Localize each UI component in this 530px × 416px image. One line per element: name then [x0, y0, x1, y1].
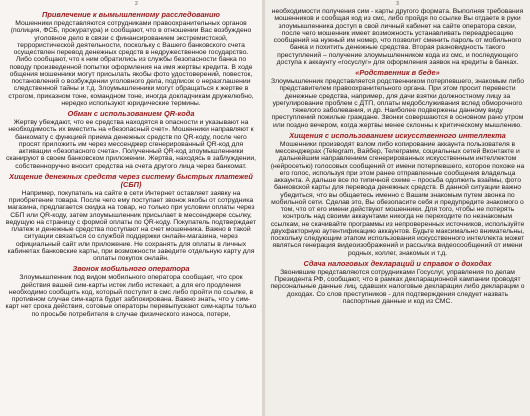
- section-title: Звонок мобильного оператора: [72, 264, 190, 274]
- right-page: [265, 0, 530, 416]
- section-text: Мошенники производят взлом либо копирование аккаунта пользователя в мессенджерах (Telegram, Вайбер, Телеграмм, социальных сетей Вконтакте и дальнейшим направлением сгенерированных искусственным интеллектом (нейросетью) голосовых сообщений от имени потерпевшего, которое похоже на его голос, используя при этом ранее отправленные сообщения владельца аккаунта. А дальше все по типичной схеме – просьба одолжить взаймы, фото банковской карты для перевода денежных средств. В данной ситуации важно убедиться, что вы общаетесь именно с Вашим знакомым путем звонка по мобильной сети. Сделав это, Вы обезопасите себя и предупредите знакомого о том, что от его имени действуют мошенники. Для того, чтобы не потерять контроль над своими аккаунтами никогда не переходите по незнакомым ссылкам, не скачивайте программы из непроверенных источников, используйте двухфакторную аутентификацию аккаунтов. Будьте максимально внимательны, поскольку следующим этапом использования искусственного интеллекта может являться генерация видеоизображений и рассылка видеосообщений от имени родных, коллег, знакомых и т.д.: [270, 140, 525, 257]
- section-text: Жертву убеждают, что ее средства находятся в опасности и указывают на необходимость их вместить на «безопасный счет». Мошенники направляют к банкомату с функцией приема денежных средств по QR-коду, после чего просят приложить им через мессенджер сгенерированный QR-код для активации «безопасного счета». Полученный QR-код злоумышленники сканируют в своем банковском приложении. Жертва, находясь в заблуждении, собственноручно вносит средства на счета другого лица через банкомат.: [5, 119, 257, 170]
- section-text: Мошенники представляются сотрудниками правоохранительных органов (полиция, ФСБ, прокуратура) и сообщают, что в отношении Вас возбуждено уголовное дело в связи с финансированием экстремистской, террористической деятельности, поскольку с Вашего банковского счета осуществлен перевод денежных средств в недружественное государство. Либо сообщают, что к ним обратились из службы безопасности банка по поводу произведенной попытки оформления на имя жертвы кредита. В ходе общения мошенники могут присылать якобы фото удостоверений, повесток, постановлений о возбуждении уголовного дела, подписок о неразглашении следственной тайны и т.д. Злоумышленники могут обращаться к жертве в строгом, приказном тоне, командном тоне, иногда докладчикам дружелюбно, нередко используют юридические термины.: [8, 20, 254, 107]
- page-number: 2: [135, 1, 138, 7]
- section-title: Привлечение к вымышленному расследованию: [42, 10, 220, 19]
- section-text: Например, покупатель на сайте в сети Интернет оставляет заявку на приобретение товара. После чего ему поступает звонок якобы от сотрудника магазина, предлагается скидка на товар, но только при условии оплаты через СБП или QR-коду, затем злоумышленник присылает в мессенджере ссылку, ведущую на страницу с формой оплаты по QR-коду. Покупатель подтверждает платеж и денежные средства поступают на счет мошенника. Важно в такой ситуации связаться со службой поддержки онлайн-магазина, через официальный сайт или приложение. Не сохранять для оплаты в личных кабинетах банковские карты, при возможности заведите отдельную карту для оплаты покупок онлайн.: [5, 189, 257, 262]
- page-number: 3: [396, 1, 399, 7]
- section-title: Сдача налоговых деклараций и справок о доходах: [303, 258, 492, 268]
- section-title: «Родственник в беде»: [355, 68, 440, 77]
- section-title: Обман с использованием QR-кода: [67, 109, 195, 118]
- section-text: Звонившие представляются сотрудниками Госуслуг, управления по делам Президента РФ, сообщают, что в рамках декларационной кампании проводят персональные данные лиц, сдавших налоговые декларации либо декларации о доходах. Со слов преступников - для подтверждения следует назвать паспортные данные и код из СМС.: [270, 268, 525, 305]
- section-text: Злоумышленник под видом мобильного оператора сообщает, что срок действия вашей сим-карты истек либо истекает, а для его продления необходимо сообщить код, который поступит в смс либо пройти по ссылке, в противном случае сим-карта будет заблокирована. Важно знать, что у сим-карт нет срока действия, сотовые операторы перевыпускают сим-карты только по просьбе потребителя в случае физического износа, потери,: [5, 274, 257, 318]
- left-page: [0, 0, 262, 416]
- section-title: Хищение денежных средств через систему быстрых платежей (СБП): [9, 171, 253, 189]
- continuation-text: необходимости получения сим - карты другого формата. Выполняя требования мошенников и сообщая код из смс, либо пройдя по ссылке Вы отдаете в руки злоумышленника доступ в свой личный кабинет на сайте оператора связи, после чего мошенник имеет возможность устанавливать переадресацию сообщений на нужный им номер, что позволит сменить пароль от мобильного банка и похитить денежные средства. Вторая разновидность такого преступлений – получение злоумышленником кода из смс, и последующего доступа к аккаунту «госуслуг» для оформления заявок на кредиты в банках.: [271, 8, 524, 66]
- section-text: Злоумышленник представляется родственником потерпевшего, знакомым либо представителем правоохранительного органа. При этом просит перевести денежные средства, например, для дачи взятки должностному лицу за урегулирование проблем с ДТП, оплаты медобслуживания вслед обморочного тяжелого заболевания, и др. Наиболее подвержены данному виду преступлений пожилые граждане. Звонки совершаются в основном рано утром или поздно вечером, когда жертвы менее склонны к критическому мышлению.: [270, 78, 525, 129]
- section-title: Хищения с использованием искусственного интеллекта: [289, 130, 506, 140]
